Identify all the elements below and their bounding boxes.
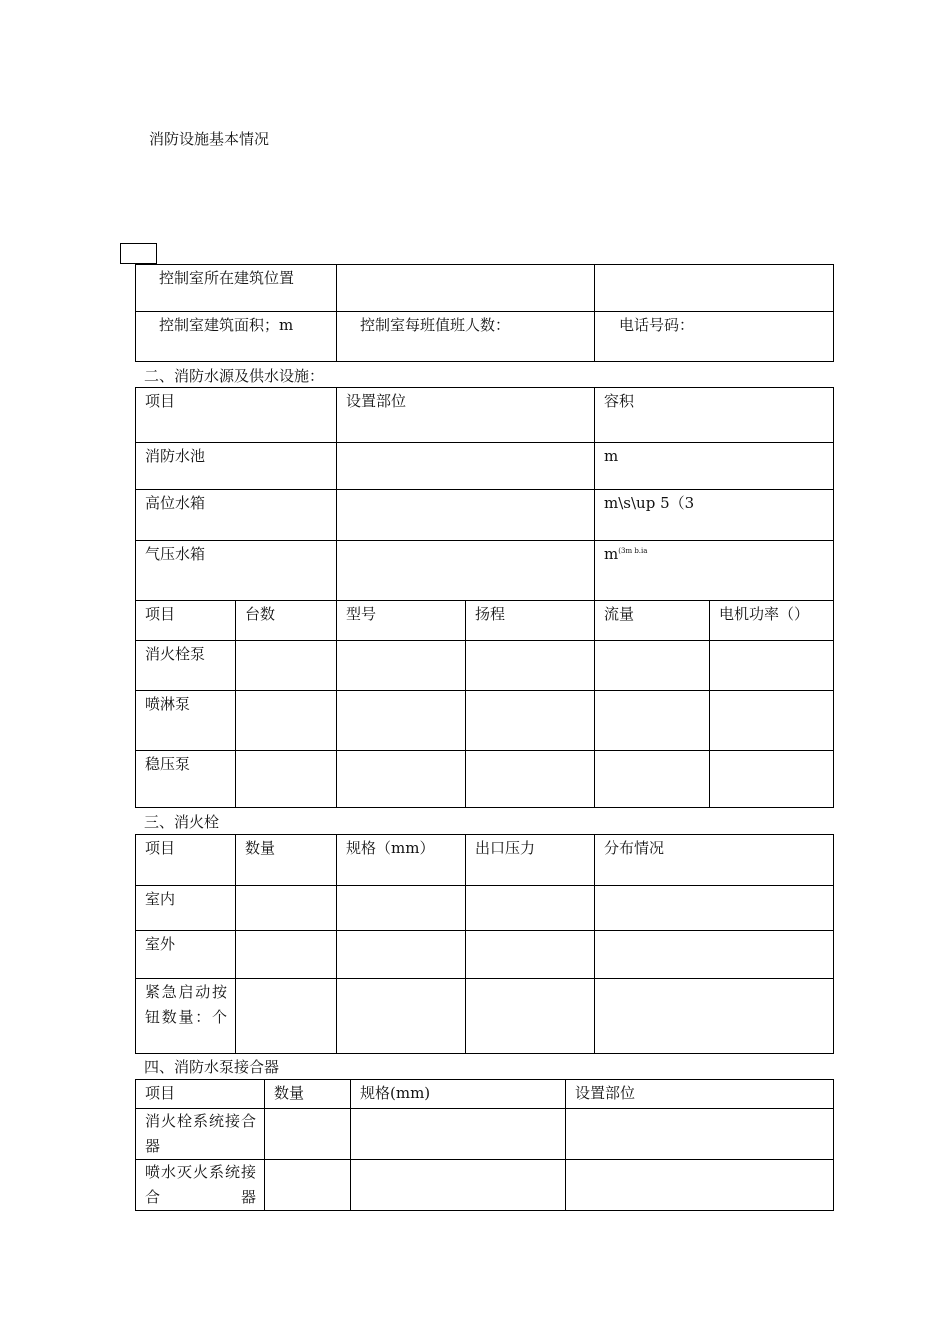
hydrant-header-spec: 规格（mm） — [337, 835, 466, 886]
connector-cell[interactable] — [351, 1109, 566, 1160]
pump-row-item: 消火栓泵 — [136, 641, 236, 691]
pump-row-item: 稳压泵 — [136, 751, 236, 808]
water-header-volume: 容积 — [595, 388, 834, 443]
pump-cell[interactable] — [466, 691, 595, 751]
connector-row-item: 消火栓系统接合器 — [136, 1109, 265, 1160]
control-room-location-extra[interactable] — [595, 265, 834, 312]
pump-cell[interactable] — [236, 751, 337, 808]
control-room-location-value[interactable] — [337, 265, 595, 312]
hydrant-table — [135, 834, 834, 1054]
connector-header-item: 项目 — [136, 1080, 265, 1109]
pump-header-model: 型号 — [337, 601, 466, 641]
connector-header-spec: 规格(mm) — [351, 1080, 566, 1109]
hydrant-row-item: 室内 — [136, 886, 236, 931]
water-row-volume: m\s\up 5（3 — [595, 490, 834, 541]
connector-cell[interactable] — [351, 1160, 566, 1211]
water-row-volume — [595, 541, 834, 601]
connector-table — [135, 1079, 834, 1211]
pump-header-power: 电机功率（） — [710, 601, 834, 641]
connector-cell[interactable] — [265, 1109, 351, 1160]
water-row-item: 高位水箱 — [136, 490, 337, 541]
volume-superscript: (3m b.ia — [618, 547, 648, 555]
pump-cell[interactable] — [337, 691, 466, 751]
hydrant-cell[interactable] — [337, 886, 466, 931]
hydrant-cell[interactable] — [236, 931, 337, 979]
hydrant-header-distribution: 分布情况 — [595, 835, 834, 886]
water-row-location[interactable] — [337, 490, 595, 541]
hydrant-cell[interactable] — [337, 931, 466, 979]
blank-box — [120, 243, 157, 264]
emergency-button-label: 紧急启动按钮数量：个 — [136, 979, 236, 1054]
hydrant-cell[interactable] — [595, 979, 834, 1054]
pump-header-flow: 流量 — [595, 601, 710, 641]
pump-header-count: 台数 — [236, 601, 337, 641]
pump-cell[interactable] — [466, 641, 595, 691]
water-row-location[interactable] — [337, 541, 595, 601]
pump-cell[interactable] — [710, 641, 834, 691]
control-room-phone-label: 电话号码： — [595, 312, 834, 362]
pump-cell[interactable] — [236, 641, 337, 691]
volume-unit: m — [604, 545, 619, 563]
pump-header-item: 项目 — [136, 601, 236, 641]
water-row-location[interactable] — [337, 443, 595, 490]
hydrant-header-item: 项目 — [136, 835, 236, 886]
connector-cell[interactable] — [265, 1160, 351, 1211]
pump-cell[interactable] — [595, 691, 710, 751]
control-room-staff-label: 控制室每班值班人数： — [337, 312, 595, 362]
hydrant-cell[interactable] — [466, 931, 595, 979]
hydrant-cell[interactable] — [236, 979, 337, 1054]
connector-row-item: 喷水灭火系统接合器 — [136, 1160, 265, 1211]
hydrant-cell[interactable] — [595, 931, 834, 979]
pump-cell[interactable] — [236, 691, 337, 751]
connector-header-count: 数量 — [265, 1080, 351, 1109]
hydrant-header-pressure: 出口压力 — [466, 835, 595, 886]
hydrant-cell[interactable] — [466, 979, 595, 1054]
hydrant-cell[interactable] — [337, 979, 466, 1054]
hydrant-cell[interactable] — [466, 886, 595, 931]
pump-cell[interactable] — [595, 641, 710, 691]
control-room-table — [135, 264, 834, 362]
pump-cell[interactable] — [337, 641, 466, 691]
hydrant-cell[interactable] — [595, 886, 834, 931]
water-row-volume: m — [595, 443, 834, 490]
water-row-item: 气压水箱 — [136, 541, 337, 601]
water-row-item: 消防水池 — [136, 443, 337, 490]
connector-heading: 四、消防水泵接合器 — [144, 1058, 280, 1076]
pump-cell[interactable] — [466, 751, 595, 808]
control-room-area-label: 控制室建筑面积；m — [136, 312, 337, 362]
hydrant-header-count: 数量 — [236, 835, 337, 886]
document-title: 消防设施基本情况 — [149, 130, 270, 148]
water-header-item: 项目 — [136, 388, 337, 443]
pump-cell[interactable] — [710, 751, 834, 808]
hydrant-heading: 三、消火栓 — [144, 813, 220, 831]
connector-cell[interactable] — [566, 1109, 834, 1160]
hydrant-cell[interactable] — [236, 886, 337, 931]
water-header-location: 设置部位 — [337, 388, 595, 443]
hydrant-row-item: 室外 — [136, 931, 236, 979]
pump-cell[interactable] — [595, 751, 710, 808]
pump-cell[interactable] — [337, 751, 466, 808]
pump-header-head: 扬程 — [466, 601, 595, 641]
connector-cell[interactable] — [566, 1160, 834, 1211]
water-supply-table — [135, 387, 834, 808]
water-supply-heading: 二、消防水源及供水设施： — [144, 367, 325, 385]
connector-header-location: 设置部位 — [566, 1080, 834, 1109]
control-room-location-label: 控制室所在建筑位置 — [136, 265, 337, 312]
pump-cell[interactable] — [710, 691, 834, 751]
pump-row-item: 喷淋泵 — [136, 691, 236, 751]
